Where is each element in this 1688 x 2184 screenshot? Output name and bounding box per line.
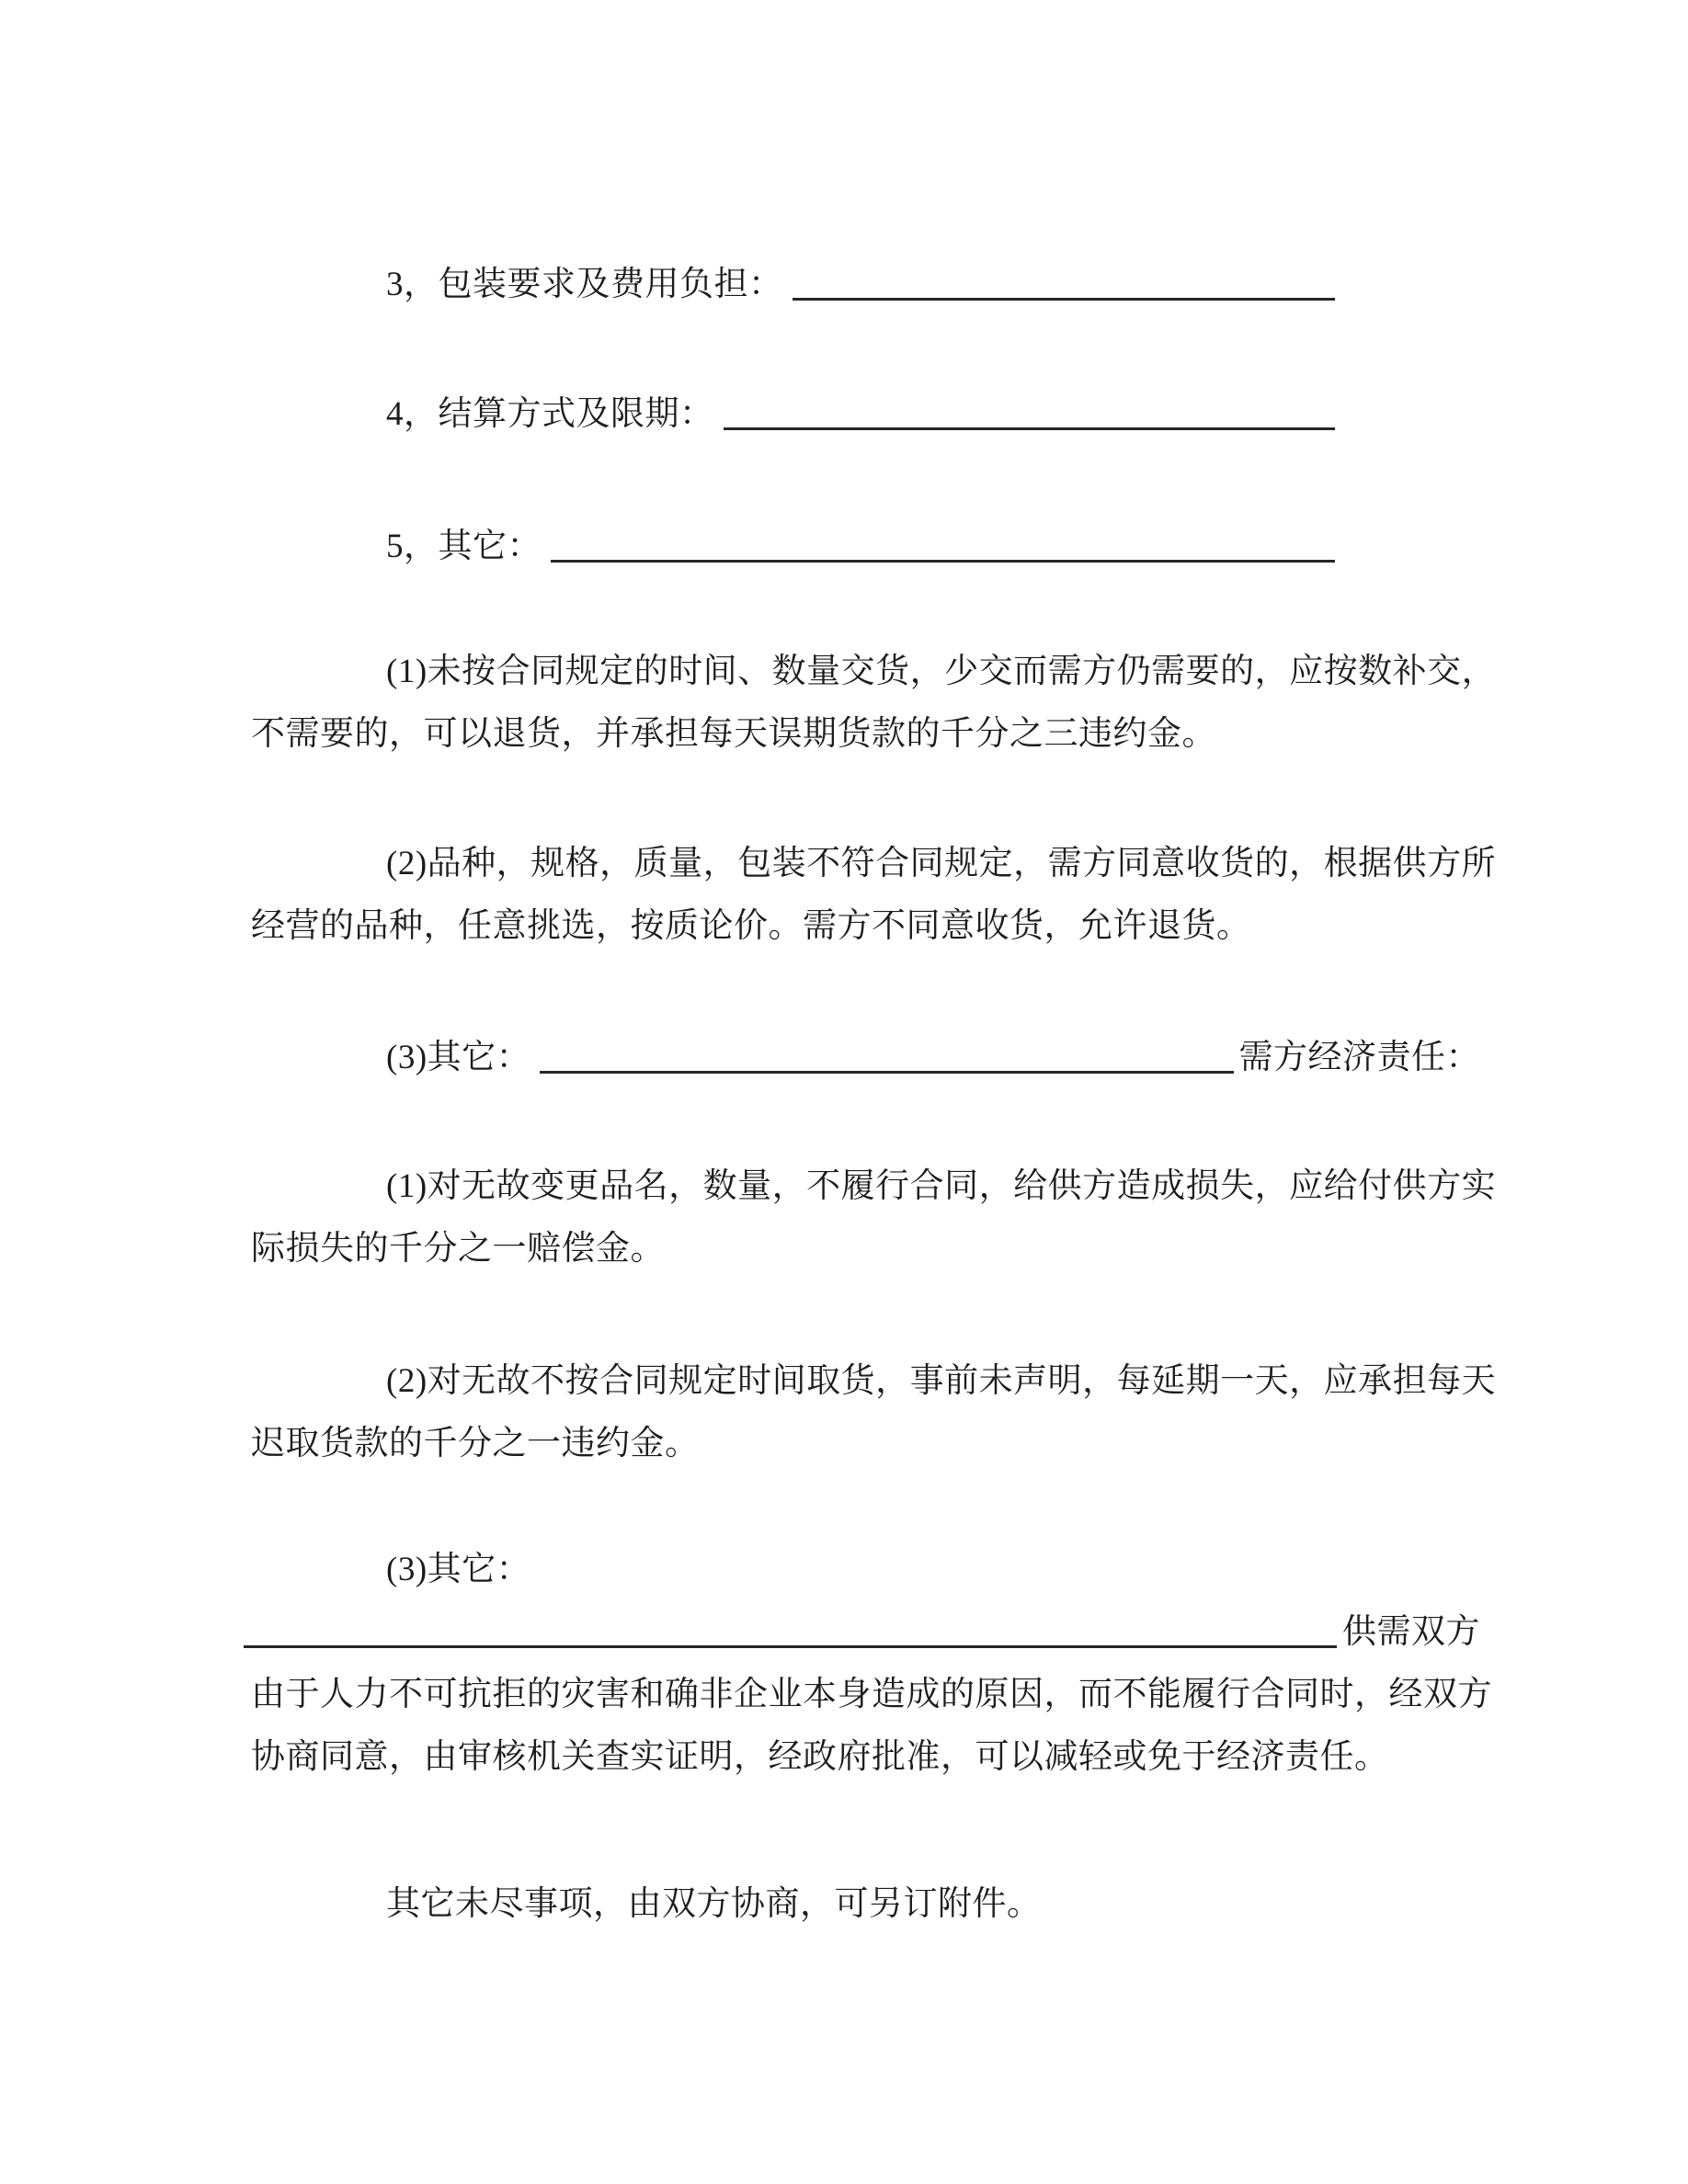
buyer-liability-heading: 需方经济责任： <box>1238 1039 1480 1076</box>
blank-underline <box>551 527 1335 563</box>
supplier-liability-3-label: (3)其它： <box>386 1039 531 1076</box>
force-majeure-line-1: 由于人力不可抗拒的灾害和确非企业本身造成的原因，而不能履行合同时，经双方 <box>251 1676 1492 1713</box>
supplier-liability-2-line-2: 经营的品种，任意挑选，按质论价。需方不同意收货，允许退货。 <box>251 907 1251 945</box>
clause-other-label: 5，其它： <box>386 528 542 565</box>
clause-settlement-label: 4，结算方式及限期： <box>386 395 714 433</box>
clause-other-line <box>386 527 1340 567</box>
force-majeure-lead-line <box>244 1612 1480 1653</box>
clause-packaging-label: 3，包装要求及费用负担： <box>386 266 783 303</box>
buyer-liability-2-line-2: 迟取货款的千分之一违约金。 <box>251 1425 700 1462</box>
clause-packaging-line <box>386 265 1340 305</box>
blank-underline <box>724 394 1336 430</box>
buyer-liability-3-label: (3)其它： <box>386 1551 531 1588</box>
blank-underline <box>244 1612 1337 1648</box>
supplier-liability-2-line-1: (2)品种，规格，质量，包装不符合同规定，需方同意收货的，根据供方所 <box>386 845 1497 882</box>
buyer-liability-2-line-1: (2)对无故不按合同规定时间取货，事前未声明，每延期一天，应承担每天 <box>386 1362 1497 1400</box>
closing-remark: 其它未尽事项，由双方协商，可另订附件。 <box>386 1885 1042 1923</box>
clause-settlement-line <box>386 394 1340 435</box>
blank-underline <box>540 1038 1233 1074</box>
buyer-liability-1-line-1: (1)对无故变更品名，数量，不履行合同，给供方造成损失，应给付供方实 <box>386 1167 1497 1205</box>
buyer-liability-1-line-2: 际损失的千分之一赔偿金。 <box>251 1230 665 1268</box>
blank-underline <box>793 265 1336 301</box>
supplier-liability-1-line-1: (1)未按合同规定的时间、数量交货，少交而需方仍需要的，应按数补交， <box>386 653 1497 690</box>
supplier-liability-3-line <box>386 1038 1480 1078</box>
force-majeure-line-2: 协商同意，由审核机关查实证明，经政府批准，可以减轻或免于经济责任。 <box>251 1738 1389 1776</box>
force-majeure-lead-label: 供需双方 <box>1342 1613 1480 1651</box>
supplier-liability-1-line-2: 不需要的，可以退货，并承担每天误期货款的千分之三违约金。 <box>251 715 1216 753</box>
